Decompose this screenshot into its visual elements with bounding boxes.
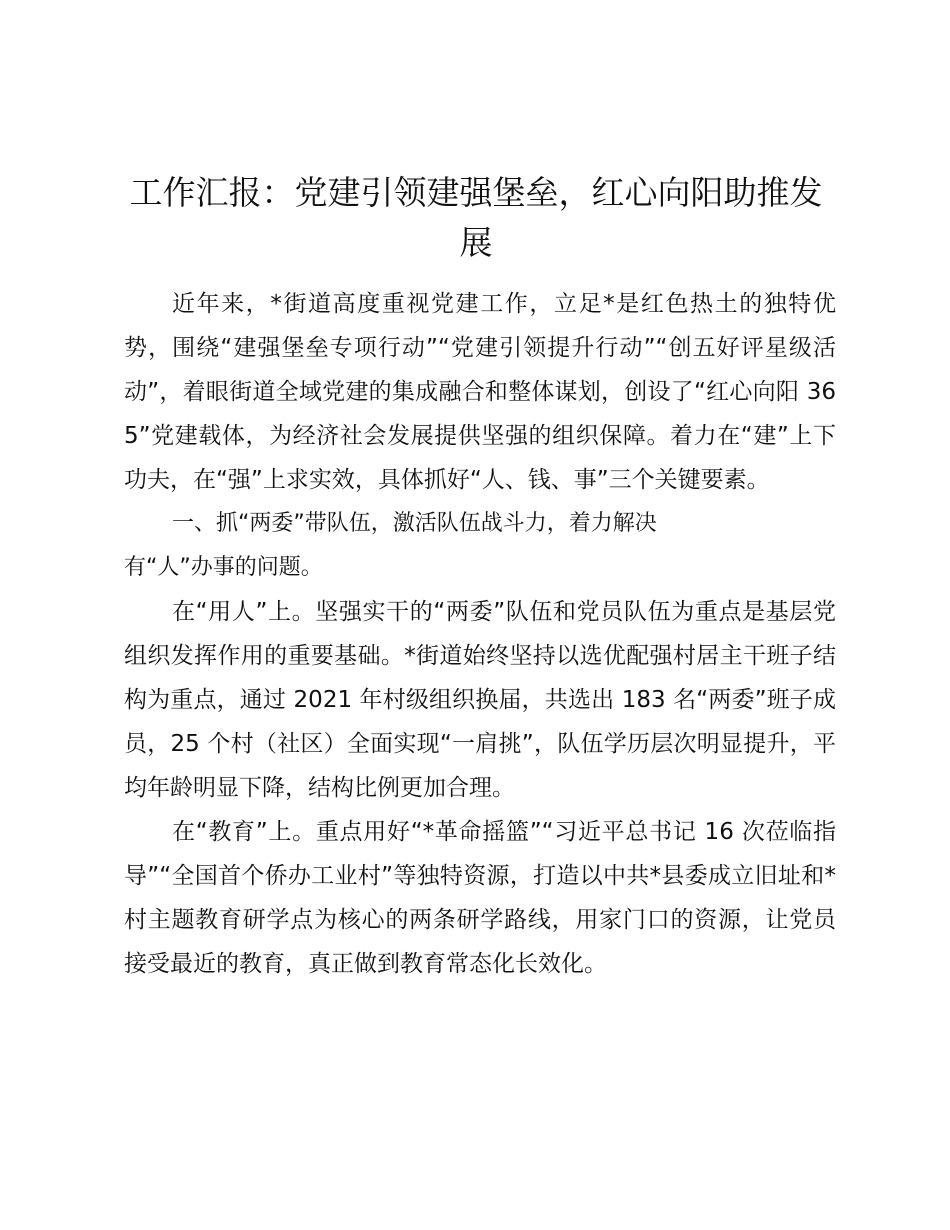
section-paragraph-personnel: 在“用人”上。坚强实干的“两委”队伍和党员队伍为重点是基层党组织发挥作用的重要基础。*街道始终坚持以选优配强村居主干班子结构为重点，通过 2021 年村级组织换届，共选出 183 名“两委”班子成员，25 个村（社区）全面实现“一肩挑”，队伍学历层次明显提升，平均年龄明显下降，结构比例更加合理。 <box>124 599 836 801</box>
section-heading-line-1: 一、抓“两委”带队伍，激活队伍战斗力，着力解决 <box>172 511 657 536</box>
section-heading-line-2: 有“人”办事的问题。 <box>124 555 323 580</box>
document-title: 工作汇报：党建引领建强堡垒，红心向阳助推发展 <box>129 173 823 262</box>
intro-paragraph: 近年来，*街道高度重视党建工作，立足*是红色热土的独特优势，围绕“建强堡垒专项行动”“党建引领提升行动”“创五好评星级活动”，着眼街道全域党建的集成融合和整体谋划，创设了“红心向阳 365”党建载体，为经济社会发展提供坚强的组织保障。着力在“建”上下功夫，在“强”上求实效，具体抓好“人、钱、事”三个关键要素。 <box>124 291 836 493</box>
document-body <box>124 282 836 986</box>
section-heading <box>124 502 836 590</box>
section-paragraph-education: 在“教育”上。重点用好“*革命摇篮”“习近平总书记 16 次莅临指导”“全国首个侨办工业村”等独特资源，打造以中共*县委成立旧址和*村主题教育研学点为核心的两条研学路线，用家门口的资源，让党员接受最近的教育，真正做到教育常态化长效化。 <box>124 819 836 977</box>
